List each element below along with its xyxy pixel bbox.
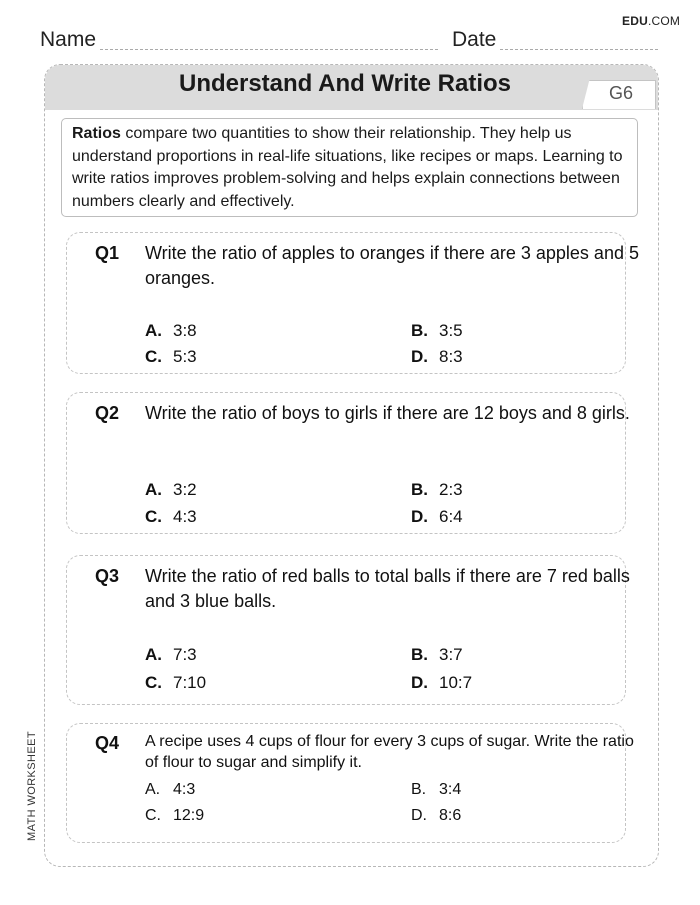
option-value: 3:2 — [173, 480, 197, 499]
option-value: 10:7 — [439, 673, 473, 692]
option-letter: A. — [145, 645, 162, 664]
option-value: 12:9 — [173, 807, 205, 824]
option-value: 5:3 — [173, 347, 197, 366]
option-letter: B. — [411, 781, 427, 798]
brand-bold: EDU — [622, 14, 648, 28]
side-label — [24, 720, 40, 856]
option-value: 8:3 — [439, 347, 463, 366]
option-letter: B. — [411, 321, 428, 340]
option-letter: C. — [145, 673, 162, 692]
option-1b[interactable] — [411, 321, 463, 341]
question-number-1: Q1 — [95, 243, 120, 263]
option-2a[interactable] — [145, 480, 197, 500]
question-text-2: Write the ratio of boys to girls if there are 12 boys and 8 girls. — [145, 403, 630, 423]
option-1d[interactable] — [411, 347, 463, 367]
intro-text: compare two quantities to show their relationship. They help us understand proportions in real-life situations, like recipes or maps. Learning to write ratios improves problem-solving and helps explain connections between numbers clearly and effectively. — [72, 125, 623, 210]
date-field-line[interactable] — [500, 49, 658, 50]
option-value: 8:6 — [439, 807, 462, 824]
option-letter: B. — [411, 645, 428, 664]
option-letter: B. — [411, 480, 428, 499]
intro-box — [61, 118, 638, 217]
option-2d[interactable] — [411, 507, 463, 527]
date-label: Date — [452, 28, 497, 51]
question-text-3: Write the ratio of red balls to total balls if there are 7 red balls and 3 blue balls. — [145, 566, 630, 611]
option-value: 4:3 — [173, 507, 197, 526]
option-4a[interactable] — [145, 781, 195, 799]
option-2c[interactable] — [145, 507, 197, 527]
option-1c[interactable] — [145, 347, 197, 367]
name-field-line[interactable] — [100, 49, 438, 50]
option-1a[interactable] — [145, 321, 197, 341]
brand-rest: .COM — [647, 14, 681, 28]
option-value: 7:3 — [173, 645, 197, 664]
option-letter: C. — [145, 807, 161, 824]
side-label-text: MATH WORKSHEET — [26, 731, 38, 841]
question-number-3: Q3 — [95, 566, 120, 586]
option-4b[interactable] — [411, 781, 461, 799]
option-letter: C. — [145, 507, 162, 526]
grade-label: G6 — [608, 83, 633, 103]
option-value: 2:3 — [439, 480, 463, 499]
option-letter: A. — [145, 480, 162, 499]
option-3c[interactable] — [145, 673, 206, 693]
option-value: 3:7 — [439, 645, 463, 664]
page-title: Understand And Write Ratios — [178, 70, 512, 97]
name-label: Name — [40, 28, 97, 51]
option-3b[interactable] — [411, 645, 463, 665]
option-4d[interactable] — [411, 807, 461, 825]
question-text-4: A recipe uses 4 cups of flour for every 3 cups of sugar. Write the ratio of flour to sugar and simplify it. — [145, 733, 634, 771]
option-value: 3:8 — [173, 321, 197, 340]
option-letter: D. — [411, 507, 428, 526]
option-2b[interactable] — [411, 480, 463, 500]
option-value: 7:10 — [173, 673, 207, 692]
option-value: 6:4 — [439, 507, 463, 526]
intro-lead: Ratios — [72, 125, 121, 142]
brand-logo — [622, 14, 680, 28]
option-letter: D. — [411, 673, 428, 692]
option-letter: D. — [411, 807, 427, 824]
option-3a[interactable] — [145, 645, 197, 665]
option-value: 4:3 — [173, 781, 196, 798]
option-letter: A. — [145, 781, 161, 798]
option-letter: D. — [411, 347, 428, 366]
option-letter: C. — [145, 347, 162, 366]
question-number-4: Q4 — [95, 733, 120, 753]
option-value: 3:4 — [439, 781, 462, 798]
option-value: 3:5 — [439, 321, 463, 340]
option-letter: A. — [145, 321, 162, 340]
option-3d[interactable] — [411, 673, 472, 693]
option-4c[interactable] — [145, 807, 204, 825]
question-number-2: Q2 — [95, 403, 120, 423]
question-text-1: Write the ratio of apples to oranges if there are 3 apples and 5 oranges. — [145, 243, 639, 288]
